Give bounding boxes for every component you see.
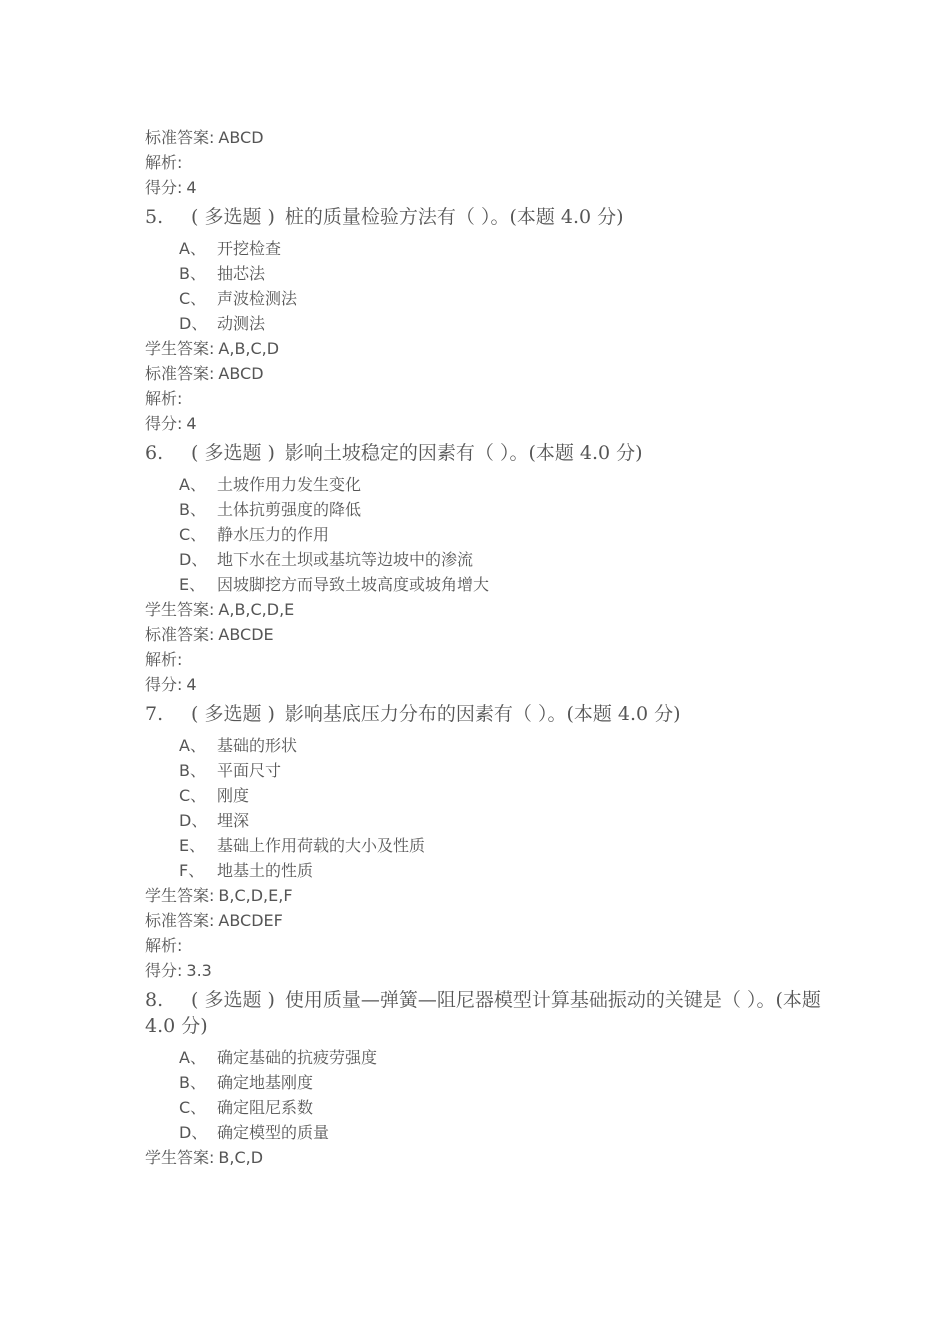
option-text: 动测法: [217, 314, 266, 333]
option-a: [179, 733, 825, 758]
option-text: 确定基础的抗疲劳强度: [217, 1048, 378, 1067]
option-text: 刚度: [217, 786, 250, 805]
option-text: 确定模型的质量: [217, 1123, 330, 1142]
student-answer-label: 学生答案:: [145, 886, 215, 905]
option-text: 确定阻尼系数: [217, 1098, 314, 1117]
analysis-label: 解析:: [145, 153, 183, 172]
question-type: ( 多选题 ): [191, 442, 275, 464]
question-title: [145, 701, 825, 727]
option-letter: D、: [179, 811, 208, 830]
option-e: [179, 572, 825, 597]
score-label: 得分:: [145, 675, 183, 694]
question-6: [145, 440, 825, 697]
question-number: 5.: [145, 206, 164, 228]
option-letter: B、: [179, 1073, 206, 1092]
option-letter: A、: [179, 1048, 206, 1067]
student-answer-value: A,B,C,D: [218, 339, 280, 358]
option-letter: D、: [179, 314, 208, 333]
option-d: [179, 808, 825, 833]
option-letter: A、: [179, 239, 206, 258]
option-a: [179, 472, 825, 497]
option-b: [179, 261, 825, 286]
option-list: [145, 472, 825, 597]
standard-answer-row: [145, 125, 825, 150]
option-text: 平面尺寸: [217, 761, 282, 780]
question-text: 影响土坡稳定的因素有（ ）。(本题 4.0 分): [284, 442, 643, 464]
score-value: 3.3: [186, 961, 212, 980]
student-answer-row: [145, 1145, 825, 1170]
student-answer-value: B,C,D: [218, 1148, 264, 1167]
option-letter: F、: [179, 861, 205, 880]
option-list: [145, 733, 825, 883]
student-answer-value: B,C,D,E,F: [218, 886, 293, 905]
option-letter: B、: [179, 264, 206, 283]
option-text: 土坡作用力发生变化: [217, 475, 362, 494]
standard-answer-label: 标准答案:: [145, 128, 215, 147]
student-answer-row: [145, 883, 825, 908]
option-letter: B、: [179, 500, 206, 519]
option-b: [179, 497, 825, 522]
option-text: 土体抗剪强度的降低: [217, 500, 362, 519]
option-list: [145, 236, 825, 336]
option-a: [179, 236, 825, 261]
analysis-row: [145, 647, 825, 672]
standard-answer-value: ABCD: [218, 128, 264, 147]
question-title: [145, 204, 825, 230]
option-text: 基础上作用荷载的大小及性质: [217, 836, 426, 855]
option-c: [179, 286, 825, 311]
option-text: 开挖检查: [217, 239, 282, 258]
option-text: 抽芯法: [217, 264, 266, 283]
score-row: [145, 175, 825, 200]
student-answer-label: 学生答案:: [145, 1148, 215, 1167]
question-text: 桩的质量检验方法有（ ）。(本题 4.0 分): [284, 206, 624, 228]
option-text: 基础的形状: [217, 736, 298, 755]
option-letter: E、: [179, 836, 206, 855]
option-c: [179, 1095, 825, 1120]
question-5: [145, 204, 825, 436]
exam-review-page: [145, 125, 825, 1170]
question-title: [145, 987, 825, 1039]
student-answer-row: [145, 336, 825, 361]
score-label: 得分:: [145, 961, 183, 980]
standard-answer-label: 标准答案:: [145, 911, 215, 930]
score-value: 4: [186, 414, 197, 433]
standard-answer-value: ABCDE: [218, 625, 274, 644]
option-c: [179, 783, 825, 808]
question-text: 影响基底压力分布的因素有（ ）。(本题 4.0 分): [284, 703, 681, 725]
standard-answer-label: 标准答案:: [145, 625, 215, 644]
question-number: 7.: [145, 703, 164, 725]
option-letter: D、: [179, 1123, 208, 1142]
score-label: 得分:: [145, 414, 183, 433]
question-type: ( 多选题 ): [191, 206, 275, 228]
score-row: [145, 411, 825, 436]
option-letter: A、: [179, 475, 206, 494]
option-text: 埋深: [217, 811, 250, 830]
standard-answer-value: ABCDEF: [218, 911, 283, 930]
option-letter: C、: [179, 289, 207, 308]
analysis-row: [145, 386, 825, 411]
question-type: ( 多选题 ): [191, 703, 275, 725]
option-d: [179, 311, 825, 336]
option-letter: A、: [179, 736, 206, 755]
option-letter: C、: [179, 786, 207, 805]
standard-answer-row: [145, 361, 825, 386]
option-letter: C、: [179, 1098, 207, 1117]
analysis-row: [145, 150, 825, 175]
score-row: [145, 672, 825, 697]
student-answer-label: 学生答案:: [145, 339, 215, 358]
score-value: 4: [186, 675, 197, 694]
option-text: 地下水在土坝或基坑等边坡中的渗流: [217, 550, 474, 569]
option-text: 声波检测法: [217, 289, 298, 308]
option-d: [179, 1120, 825, 1145]
standard-answer-row: [145, 622, 825, 647]
option-letter: B、: [179, 761, 206, 780]
option-b: [179, 1070, 825, 1095]
question-number: 6.: [145, 442, 164, 464]
option-b: [179, 758, 825, 783]
student-answer-row: [145, 597, 825, 622]
option-list: [145, 1045, 825, 1145]
analysis-row: [145, 933, 825, 958]
option-letter: C、: [179, 525, 207, 544]
analysis-label: 解析:: [145, 936, 183, 955]
previous-question-tail: [145, 125, 825, 200]
option-text: 地基土的性质: [217, 861, 314, 880]
option-text: 静水压力的作用: [217, 525, 330, 544]
question-type: ( 多选题 ): [191, 989, 275, 1011]
question-text: 使用质量—弹簧—阻尼器模型计算基础振动的关键是（ ）。(本题 4.0 分): [145, 989, 821, 1037]
option-f: [179, 858, 825, 883]
option-a: [179, 1045, 825, 1070]
option-letter: D、: [179, 550, 208, 569]
option-letter: E、: [179, 575, 206, 594]
question-number: 8.: [145, 989, 164, 1011]
standard-answer-value: ABCD: [218, 364, 264, 383]
option-d: [179, 547, 825, 572]
option-text: 确定地基刚度: [217, 1073, 314, 1092]
option-e: [179, 833, 825, 858]
student-answer-label: 学生答案:: [145, 600, 215, 619]
analysis-label: 解析:: [145, 389, 183, 408]
analysis-label: 解析:: [145, 650, 183, 669]
option-c: [179, 522, 825, 547]
score-value: 4: [186, 178, 197, 197]
standard-answer-label: 标准答案:: [145, 364, 215, 383]
question-title: [145, 440, 825, 466]
score-row: [145, 958, 825, 983]
question-8: [145, 987, 825, 1170]
question-7: [145, 701, 825, 983]
score-label: 得分:: [145, 178, 183, 197]
standard-answer-row: [145, 908, 825, 933]
option-text: 因坡脚挖方而导致土坡高度或坡角增大: [217, 575, 490, 594]
student-answer-value: A,B,C,D,E: [218, 600, 295, 619]
